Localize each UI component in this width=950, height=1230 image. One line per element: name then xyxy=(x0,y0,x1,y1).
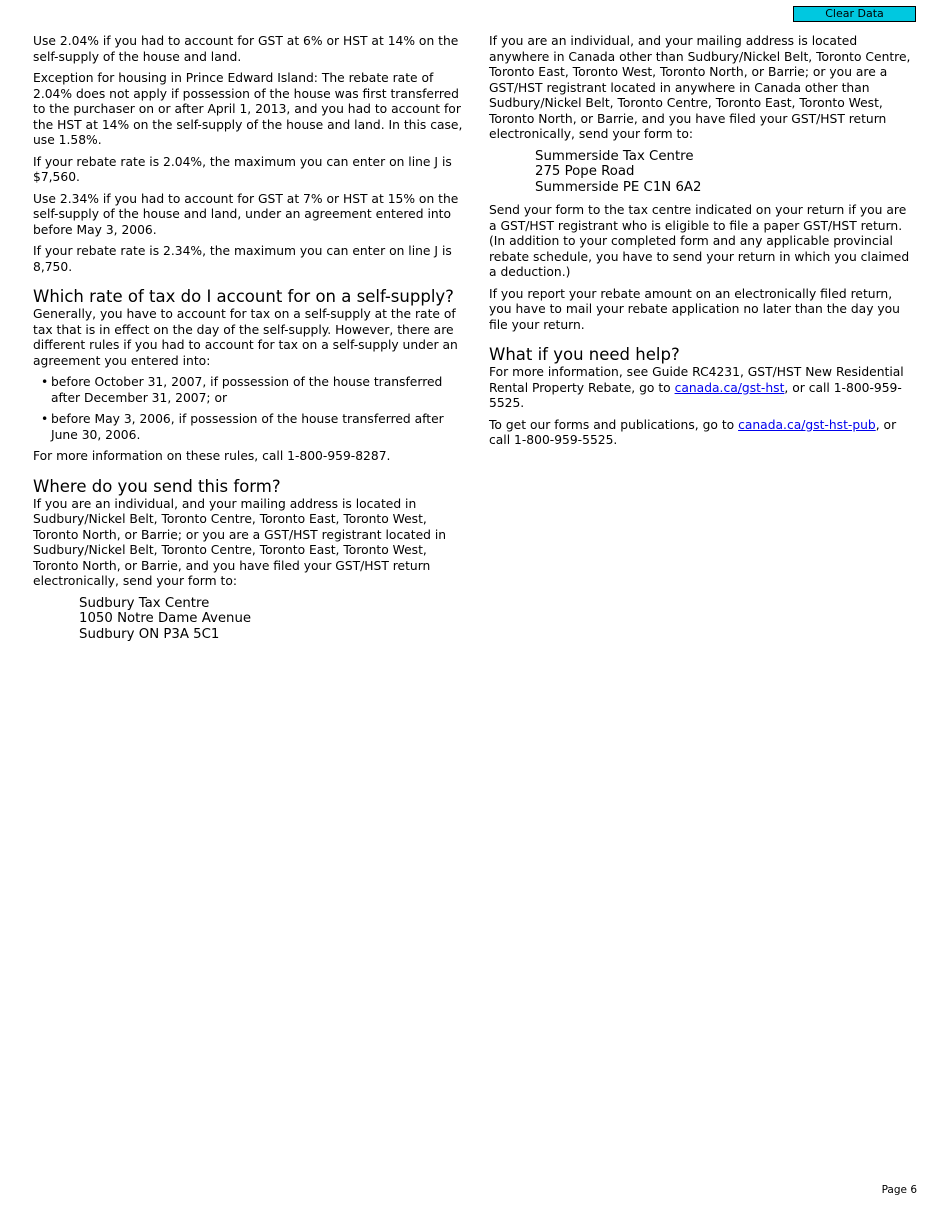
heading-which-rate: Which rate of tax do I account for on a self-supply? xyxy=(33,287,454,306)
paragraph-max-234: If your rebate rate is 2.34%, the maximum you can enter on line J is 8,750. xyxy=(33,244,452,274)
list-item-text: before May 3, 2006, if possession of the house transferred after June 30, 2006. xyxy=(51,412,444,442)
bullet-icon: • xyxy=(41,412,49,426)
clear-data-button[interactable]: Clear Data xyxy=(793,6,916,22)
bullet-icon: • xyxy=(41,375,49,389)
address-line: Summerside PE C1N 6A2 xyxy=(535,179,702,195)
paragraph-rate-204: Use 2.04% if you had to account for GST at 6% or HST at 14% on the self-supply of the house and land. xyxy=(33,34,459,64)
address-line: Sudbury ON P3A 5C1 xyxy=(79,626,220,642)
paragraph-electronic-return: If you report your rebate amount on an electronically filed return, you have to mail your rebate application no later than the day you file your return. xyxy=(489,286,900,332)
address-line: 1050 Notre Dame Avenue xyxy=(79,611,252,626)
gst-hst-pub-link[interactable]: canada.ca/gst-hst-pub xyxy=(738,417,876,432)
summerside-address xyxy=(535,149,917,196)
left-column xyxy=(33,34,463,650)
text-segment: To get our forms and publications, go to xyxy=(489,417,739,432)
text-segment: , or call 1-800-959-5525. xyxy=(489,380,902,410)
list-item xyxy=(33,375,463,406)
sudbury-address xyxy=(79,596,463,643)
heading-need-help: What if you need help? xyxy=(489,345,680,364)
paragraph-max-204: If your rebate rate is 2.04%, the maximum you can enter on line J is $7,560. xyxy=(33,154,452,184)
paragraph-self-supply-rate: Generally, you have to account for tax on a self-supply at the rate of tax that is in effect on the day of the self-supply. However, there are different rules if you had to account for tax on a self-supply under an agreement you entered into: xyxy=(33,307,458,368)
paragraph-sudbury-conditions: If you are an individual, and your mailing address is located in Sudbury/Nickel Belt, Toronto Centre, Toronto East, Toronto West, Toronto North, or Barrie; or you are a GST/HST registrant located in Sudbury/Nickel Belt, Toronto Centre, Toronto East, Toronto West, Toronto North, or Barrie, and you have filed your GST/HST return electronically, send your form to: xyxy=(33,496,447,588)
paragraph-more-info-rules: For more information on these rules, call 1-800-959-8287. xyxy=(33,449,391,463)
paragraph-summerside-conditions: If you are an individual, and your mailing address is located anywhere in Canada other than Sudbury/Nickel Belt, Toronto Centre, Toronto East, Toronto West, Toronto North, or Barrie; or you are a GST/HST registrant located in anywhere in Canada other than Sudbury/Nickel Belt, Toronto Centre, Toronto East, Toronto West, Toronto North, or Barrie, and you have filed your GST/HST return electronically, send your form to: xyxy=(489,34,911,141)
right-column xyxy=(489,34,917,455)
list-item-text: before October 31, 2007, if possession of the house transferred after December 31, 2007; or xyxy=(51,375,443,405)
text-segment: , or call 1-800-959-5525. xyxy=(489,417,897,447)
address-line: Summerside Tax Centre xyxy=(535,148,694,164)
gst-hst-link[interactable]: canada.ca/gst-hst xyxy=(674,380,785,395)
paragraph-pei-exception: Exception for housing in Prince Edward Island: The rebate rate of 2.04% does not apply if possession of the house was first transferred to the purchaser on or after April 1, 2013, and you had to account for the HST at 14% on the self-supply of the house and land. In this case, use 1.58%. xyxy=(33,71,463,147)
page-number: Page 6 xyxy=(881,1184,917,1196)
address-line: Sudbury Tax Centre xyxy=(79,595,210,611)
paragraph-rate-234: Use 2.34% if you had to account for GST at 7% or HST at 15% on the self-supply of the house and land, under an agreement entered into before May 3, 2006. xyxy=(33,191,459,237)
agreement-list xyxy=(33,375,463,443)
paragraph-paper-return: Send your form to the tax centre indicated on your return if you are a GST/HST registrant who is eligible to file a paper GST/HST return. (In addition to your completed form and any applicable provincial rebate schedule, you have to send your return in which you claimed a deduction.) xyxy=(489,203,910,279)
heading-where-send: Where do you send this form? xyxy=(33,476,281,496)
address-line: 275 Pope Road xyxy=(535,164,635,179)
text-segment: For more information, see Guide RC4231, GST/HST New Residential Rental Property Rebate, go to xyxy=(489,365,904,395)
paragraph-more-info-guide xyxy=(489,365,917,412)
paragraph-forms-publications xyxy=(489,418,917,449)
list-item xyxy=(33,412,463,443)
